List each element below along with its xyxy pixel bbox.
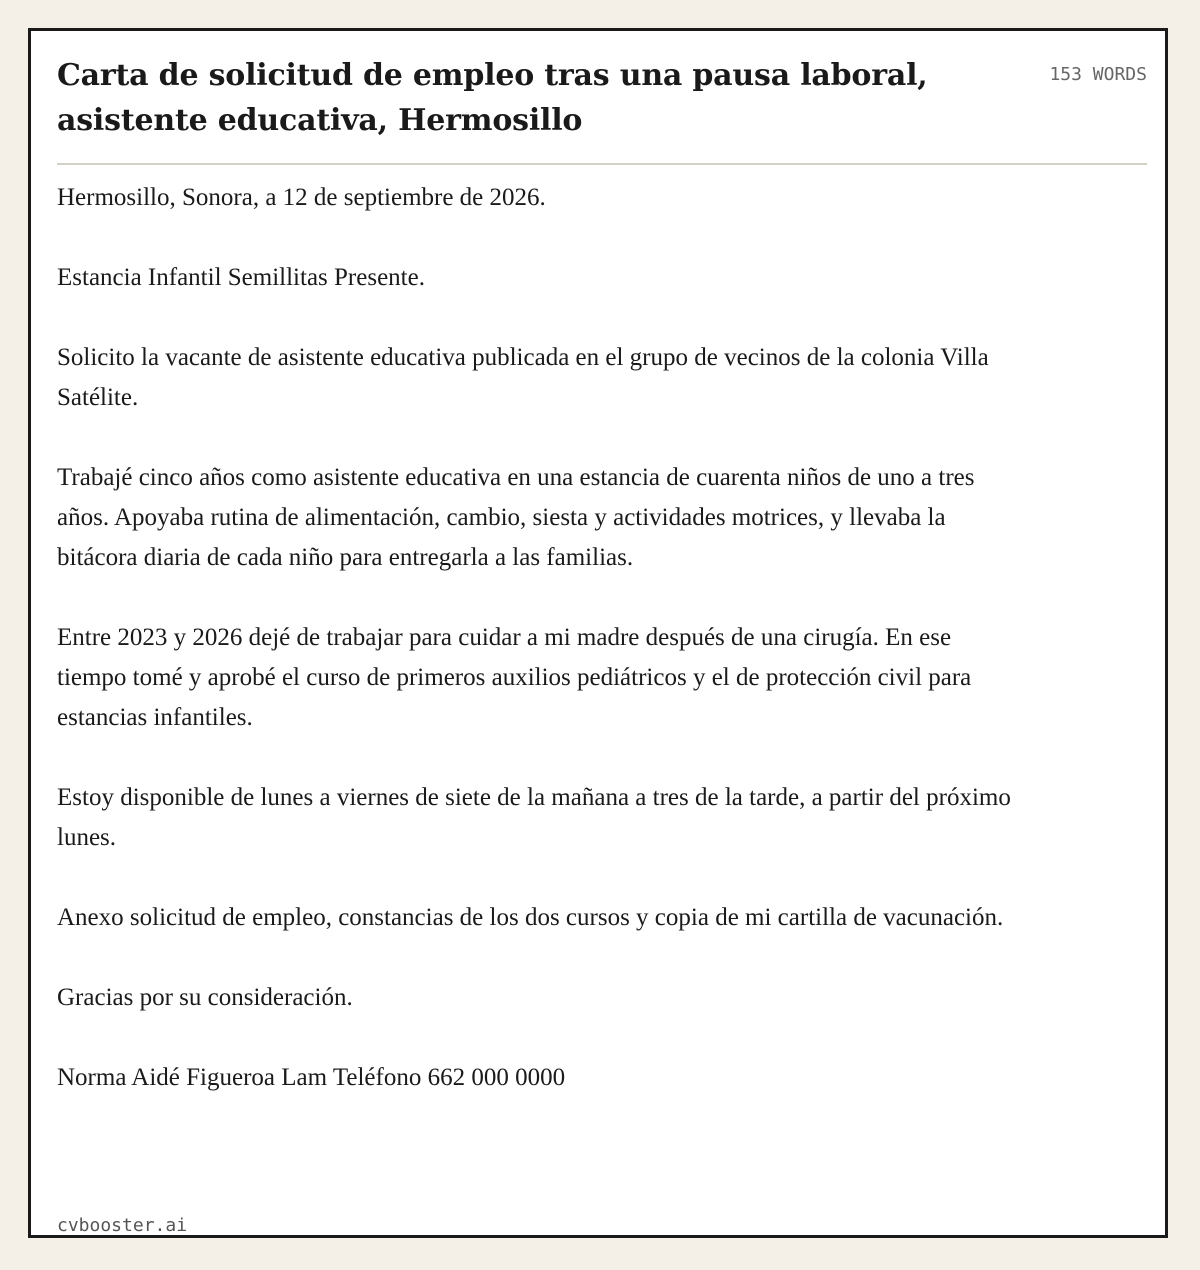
letter-card [28, 28, 1168, 1238]
word-count-badge: 153 WORDS [1049, 64, 1147, 85]
letter-paragraph-experience: Trabajé cinco años como asistente educativa en una estancia de cuarenta niños de uno a tres años. Apoyaba rutina de alimentación, cambio, siesta y actividades motrices, y llevaba la bitácora diaria de cada niño para entregarla a las familias. [57, 464, 975, 571]
brand-watermark: cvbooster.ai [57, 1215, 188, 1236]
letter-paragraph-gap: Entre 2023 y 2026 dejé de trabajar para cuidar a mi madre después de una cirugía. En ese tiempo tomé y aprobé el curso de primeros auxilios pediátricos y el de protección civil para estancias infantiles. [57, 624, 972, 731]
letter-body [57, 178, 1017, 1098]
letter-signature: Norma Aidé Figueroa Lam Teléfono 662 000 0000 [57, 1064, 566, 1091]
letter-header [57, 53, 1147, 165]
letter-paragraph-availability: Estoy disponible de lunes a viernes de siete de la mañana a tres de la tarde, a partir del próximo lunes. [57, 784, 1011, 851]
letter-paragraph-application: Solicito la vacante de asistente educativa publicada en el grupo de vecinos de la colonia Villa Satélite. [57, 344, 989, 411]
letter-closing: Gracias por su consideración. [57, 984, 353, 1011]
letter-paragraph-attachments: Anexo solicitud de empleo, constancias de los dos cursos y copia de mi cartilla de vacunación. [57, 904, 1004, 931]
letter-date: Hermosillo, Sonora, a 12 de septiembre de 2026. [57, 184, 546, 211]
letter-title: Carta de solicitud de empleo tras una pausa laboral, asistente educativa, Hermosillo [57, 58, 928, 138]
letter-recipient: Estancia Infantil Semillitas Presente. [57, 264, 425, 291]
